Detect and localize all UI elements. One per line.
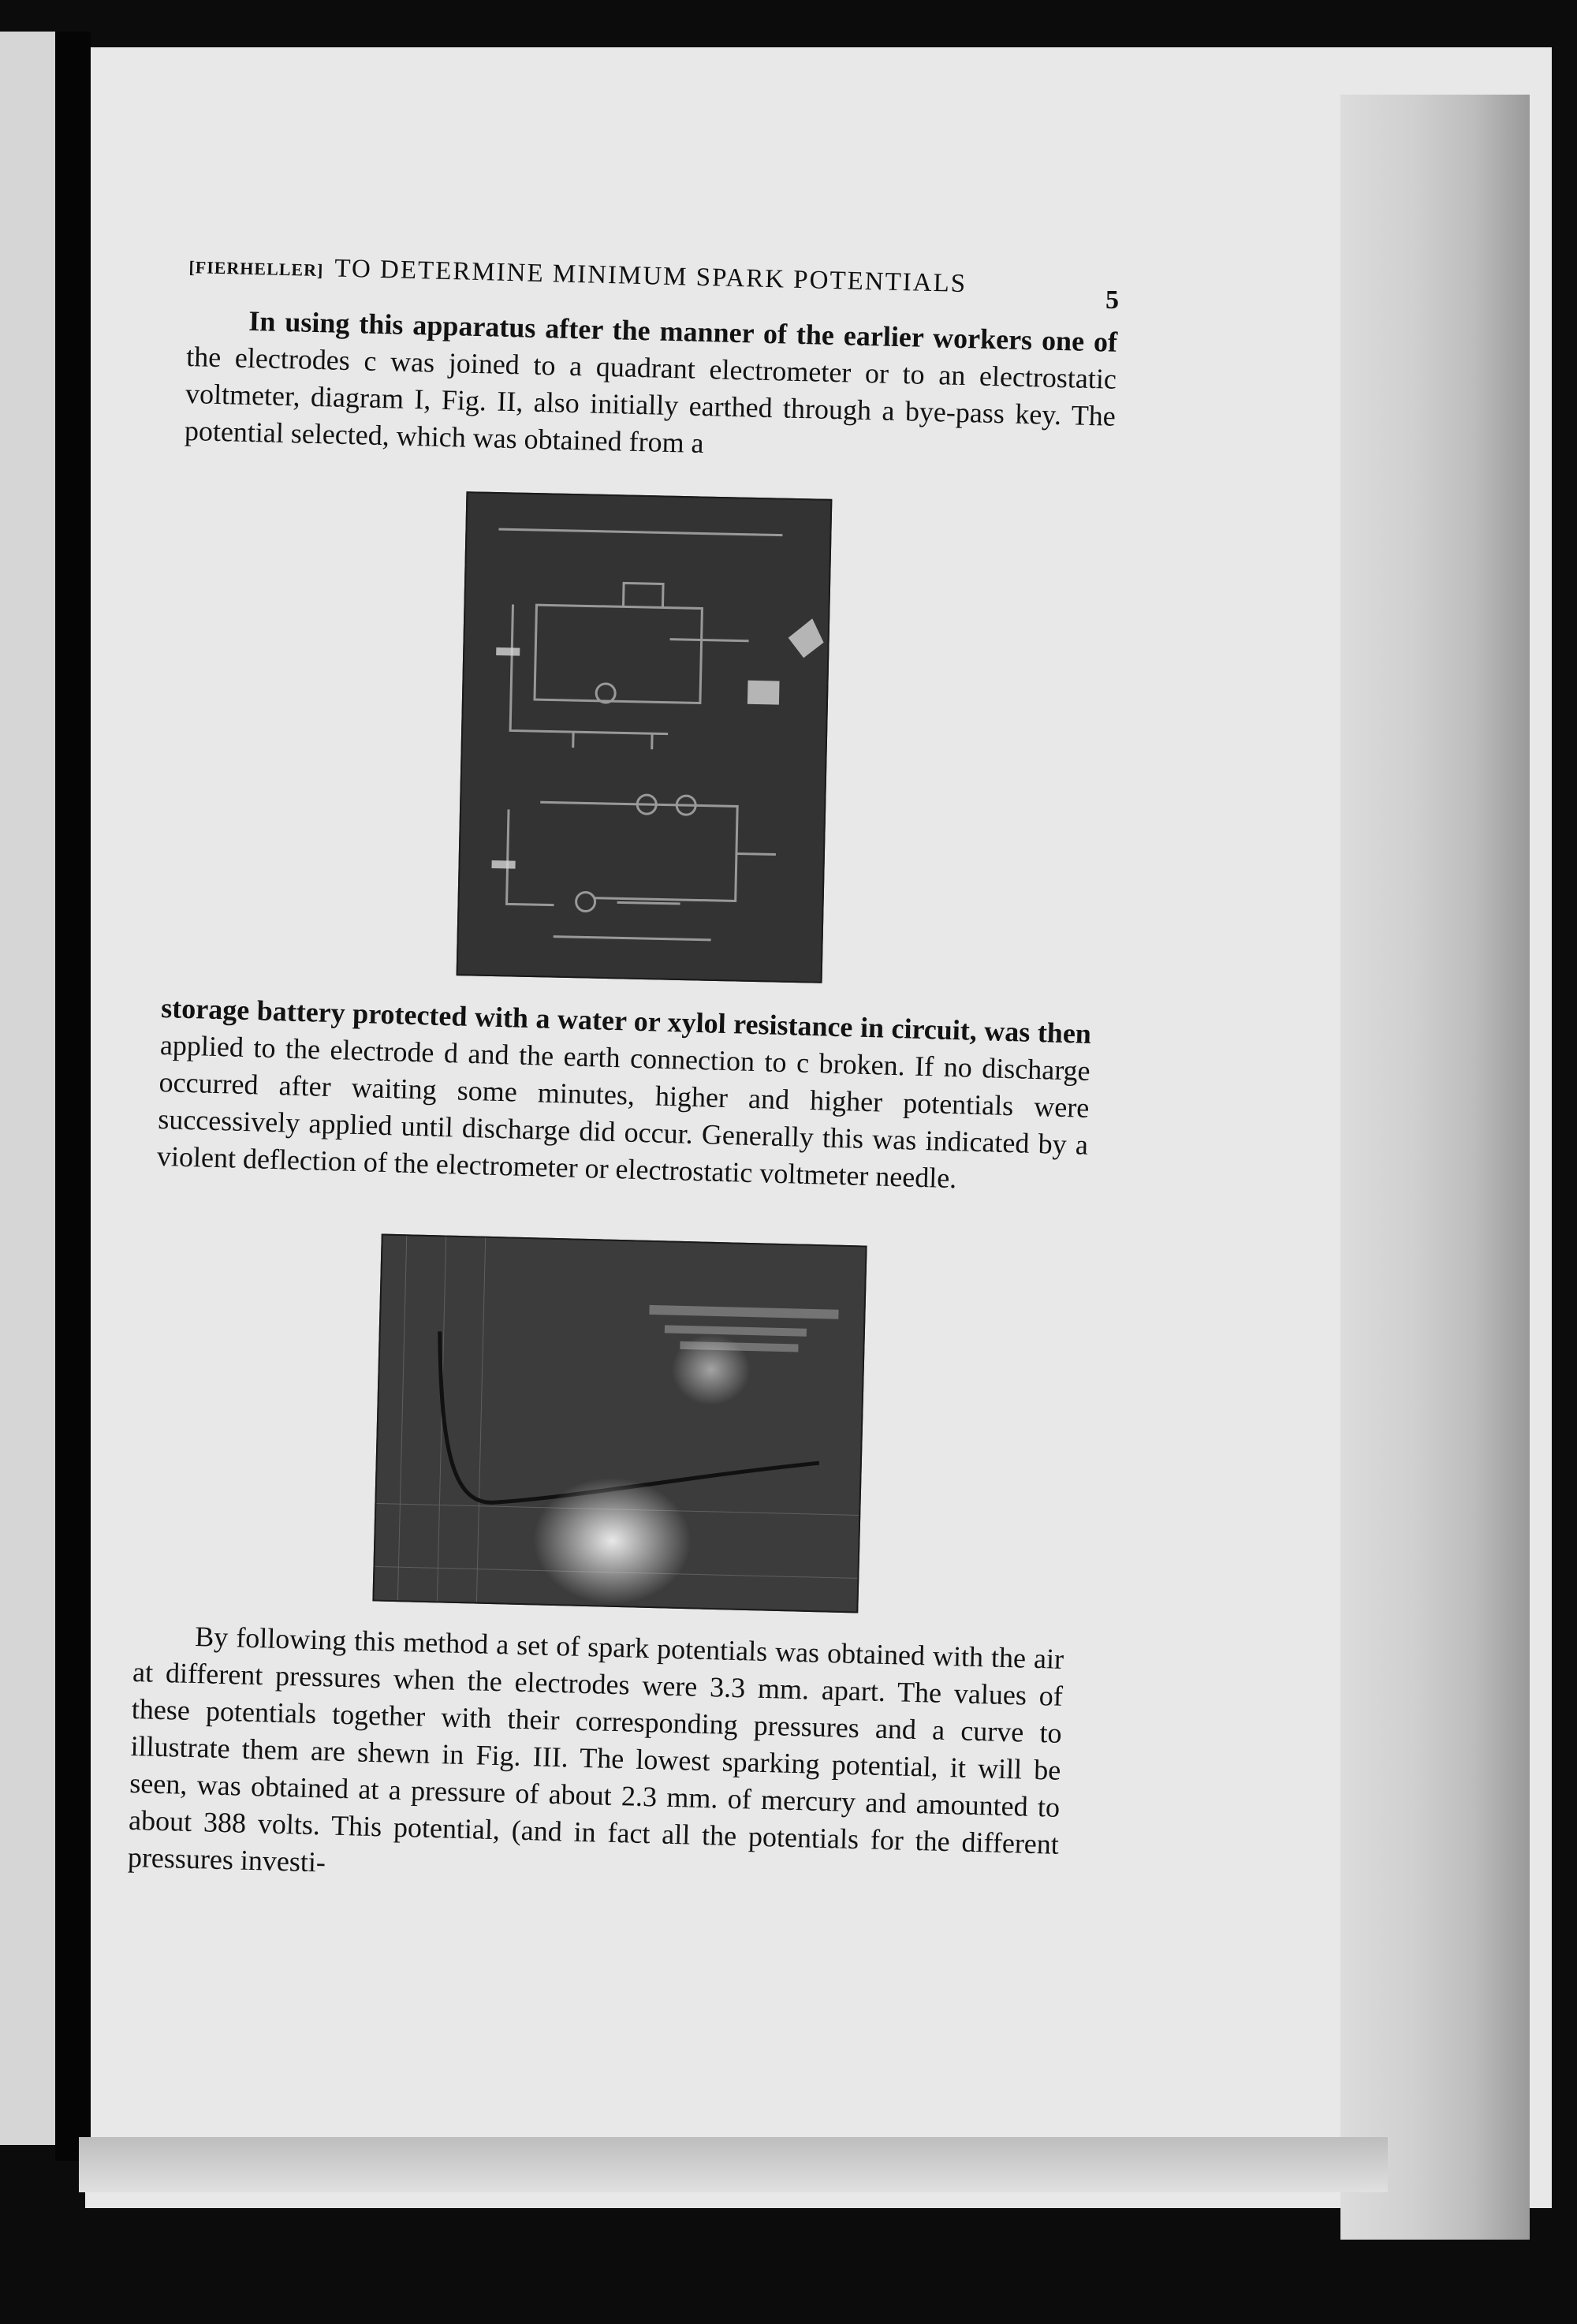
book-gutter bbox=[55, 32, 91, 2161]
paragraph-1 bbox=[184, 301, 1117, 472]
page-number: 5 bbox=[1105, 285, 1119, 315]
paragraph-1-text: In using this apparatus after the manner of the earlier workers one of the electrodes c was joined to a quadrant electrometer or to an electrostatic voltmeter, diagram I, Fig. II, also initially earthed through a bye-pass key. The potential selected, which was obtained from a bbox=[184, 304, 1118, 460]
paragraph-2 bbox=[156, 990, 1091, 1201]
circuit-diagram-image bbox=[458, 493, 831, 981]
paragraph-3 bbox=[127, 1617, 1064, 1901]
running-head-title: TO DETERMINE MINIMUM SPARK POTENTIALS bbox=[334, 254, 967, 299]
page-bottom-shadow bbox=[79, 2137, 1388, 2192]
figure-spark-potential-curve bbox=[372, 1234, 867, 1613]
paragraph-2-text: storage battery protected with a water or xylol resistance in circuit, was then applied to the electrode d and the earth connection to c broken. If no discharge occurred after waiting some minutes, higher and higher potentials were successively applied until discharge did occur. Generally this was indicated by a violent deflection of the electrometer or electrostatic voltmeter needle. bbox=[156, 991, 1092, 1195]
running-head-author: [FIERHELLER] bbox=[188, 256, 324, 281]
page-stack-edge bbox=[1340, 95, 1530, 2240]
figure-circuit-diagram bbox=[457, 491, 833, 983]
spark-curve-image bbox=[374, 1236, 865, 1612]
paragraph-3-text: By following this method a set of spark potentials was obtained with the air at different pressures when the electrodes were 3.3 mm. apart. The values of these potentials together with their corresponding pressures and a curve to illustrate them are shewn in Fig. III. The lowest sparking potential, it will be seen, was obtained at a pressure of about 2.3 mm. of mercury and amounted to about 388 volts. This potential, (and in fact all the potentials for the different pressures investi- bbox=[127, 1621, 1064, 1878]
